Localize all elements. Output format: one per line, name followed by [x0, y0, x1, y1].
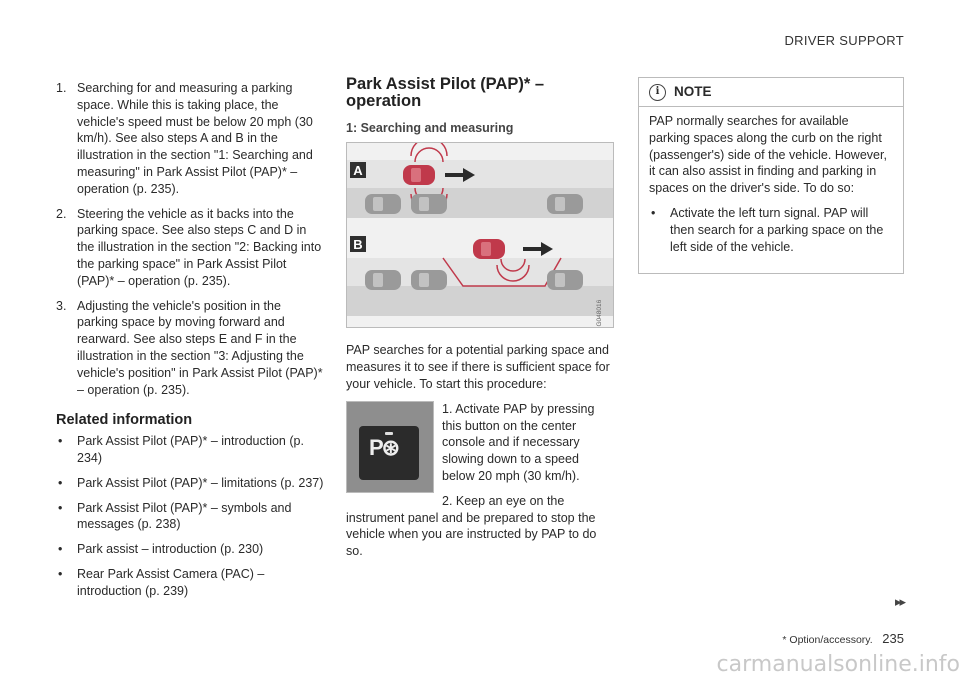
- page-number: 235: [882, 631, 904, 646]
- step-item: [56, 298, 324, 399]
- step-text: Searching for and measuring a parking space. While this is taking place, the vehicle's speed must be below 20 mph (30 km/h). See also steps A and B in the illustration in the section "1: Searching and measuring" in Park Assist Pilot (PAP)* – operation (p. 235).: [77, 81, 313, 196]
- info-icon: i: [649, 84, 666, 101]
- step-item: [56, 206, 324, 290]
- related-link-text[interactable]: Rear Park Assist Camera (PAC) – introduction (p. 239): [77, 566, 265, 598]
- related-link-text[interactable]: Park Assist Pilot (PAP)* – limitations (p. 237): [77, 475, 324, 490]
- section-header: DRIVER SUPPORT: [784, 33, 904, 48]
- note-text: PAP normally searches for available parking spaces along the curb on the right (passenger's) side of the vehicle. However, it can also assist in finding and parking in spaces on the driver's side. To do so:: [649, 114, 887, 196]
- related-link[interactable]: [56, 475, 324, 492]
- middle-column: [346, 76, 614, 560]
- bullet-icon: •: [58, 434, 63, 449]
- page-title: Park Assist Pilot (PAP)* – operation: [346, 75, 545, 110]
- step-text: Adjusting the vehicle's position in the parking space by moving forward and rearward. See also steps E and F in the illustration in the section "3: Adjusting the vehicle's position" in Park Assist Pilot (PAP)* – operation (p. 235).: [77, 298, 323, 397]
- related-link[interactable]: [56, 433, 324, 467]
- note-list: [649, 205, 893, 255]
- section-subheading: 1: Searching and measuring: [346, 120, 514, 135]
- parking-search-illustration: [346, 142, 614, 328]
- step-number: 3.: [56, 298, 67, 313]
- activation-step-1: 1. Activate PAP by pressing this button on the center console and if necessary slowing down to a speed below 20 mph (30 km/h).: [442, 401, 595, 483]
- pap-button-photo: [346, 401, 434, 493]
- procedure-steps: [56, 80, 324, 398]
- bullet-icon: •: [651, 205, 656, 220]
- related-link-text[interactable]: Park Assist Pilot (PAP)* – introduction (p. 234): [77, 434, 304, 465]
- left-column: [56, 80, 324, 608]
- step-text: Steering the vehicle as it backs into the parking space. See also steps C and D in the illustration in the section "2: Backing into the parking space" in Park Assist Pilot (PAP)* – operation (p. 235).: [77, 206, 322, 288]
- related-link[interactable]: [56, 500, 324, 534]
- related-list: [56, 433, 324, 599]
- intro-paragraph: PAP searches for a potential parking space and measures it to see if there is sufficient space for your vehicle. To start this procedure:: [346, 343, 610, 391]
- note-box: [638, 77, 904, 274]
- bullet-icon: •: [58, 475, 63, 490]
- step-a-label: A: [353, 163, 363, 179]
- right-column: [638, 77, 904, 274]
- figure-code: G048016: [596, 299, 604, 327]
- step-number: 2.: [56, 206, 67, 221]
- note-header: [639, 84, 903, 107]
- page-footer: [782, 631, 904, 646]
- activation-steps: [346, 401, 614, 560]
- activation-step-2: 2. Keep an eye on the instrument panel and be prepared to stop the vehicle when you are instructed by PAP to do so.: [346, 493, 597, 559]
- bullet-icon: •: [58, 566, 63, 581]
- note-label: NOTE: [674, 84, 712, 100]
- bullet-icon: •: [58, 500, 63, 515]
- watermark: carmanualsonline.info: [716, 652, 960, 677]
- footnote: * Option/accessory.: [782, 634, 873, 646]
- illustration-svg: [347, 143, 613, 327]
- step-number: 1.: [56, 81, 67, 95]
- related-link[interactable]: [56, 566, 324, 600]
- related-heading: Related information: [56, 412, 193, 429]
- steering-wheel-icon: P⊛: [369, 434, 399, 460]
- related-link-text[interactable]: Park assist – introduction (p. 230): [77, 542, 264, 557]
- note-bullet: [649, 205, 893, 255]
- step-item: [56, 80, 324, 198]
- related-link-text[interactable]: Park Assist Pilot (PAP)* – symbols and messages (p. 238): [77, 500, 292, 532]
- pap-button: [359, 426, 419, 480]
- direction-arrow-b: [523, 242, 553, 256]
- note-bullet-text: Activate the left turn signal. PAP will then search for a parking space on the left side of the vehicle.: [670, 205, 884, 254]
- related-link[interactable]: [56, 541, 324, 558]
- bullet-icon: •: [58, 542, 63, 557]
- step-b-label: B: [353, 237, 363, 253]
- next-page-icon[interactable]: ▸▸: [894, 594, 904, 609]
